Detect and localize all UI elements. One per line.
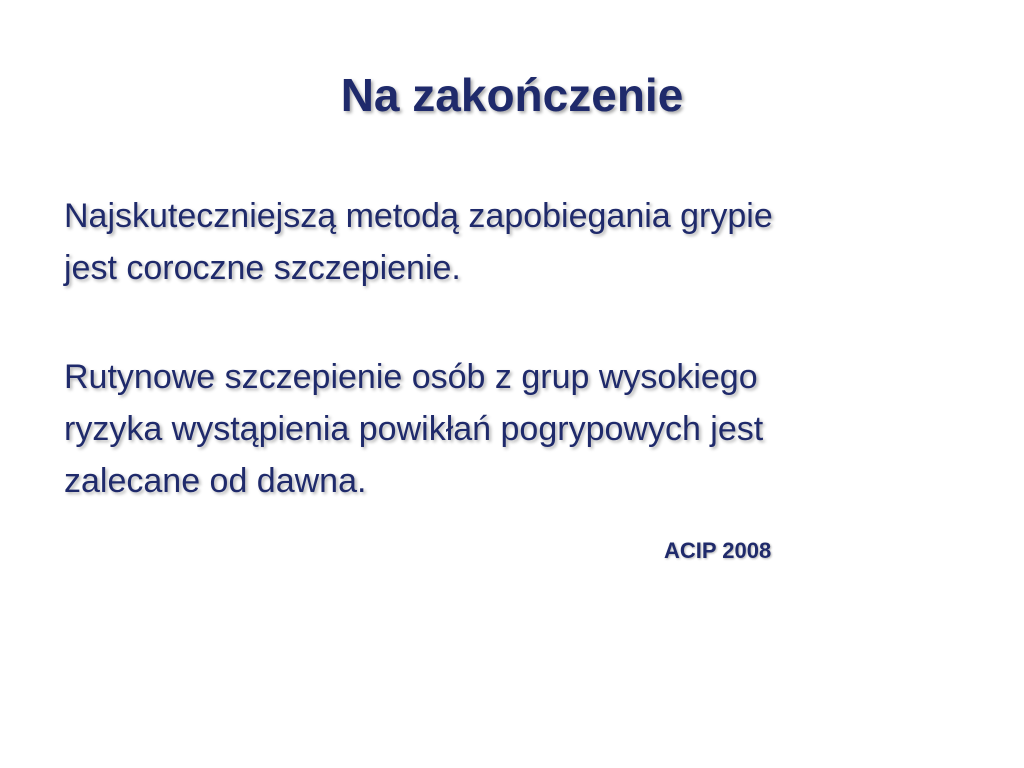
paragraph-line: Rutynowe szczepienie osób z grup wysokiego — [64, 358, 758, 396]
citation-source: ACIP 2008 — [664, 538, 772, 563]
paragraph-line: jest coroczne szczepienie. — [64, 249, 461, 287]
paragraph-high-risk-groups — [64, 351, 964, 507]
slide-title: Na zakończenie — [340, 69, 684, 121]
paragraph-vaccination-method — [64, 190, 964, 294]
paragraph-line: ryzyka wystąpienia powikłań pogrypowych jest — [64, 410, 764, 448]
paragraph-line: Najskuteczniejszą metodą zapobiegania grypie — [64, 197, 773, 235]
paragraph-line: zalecane od dawna. — [64, 462, 367, 500]
